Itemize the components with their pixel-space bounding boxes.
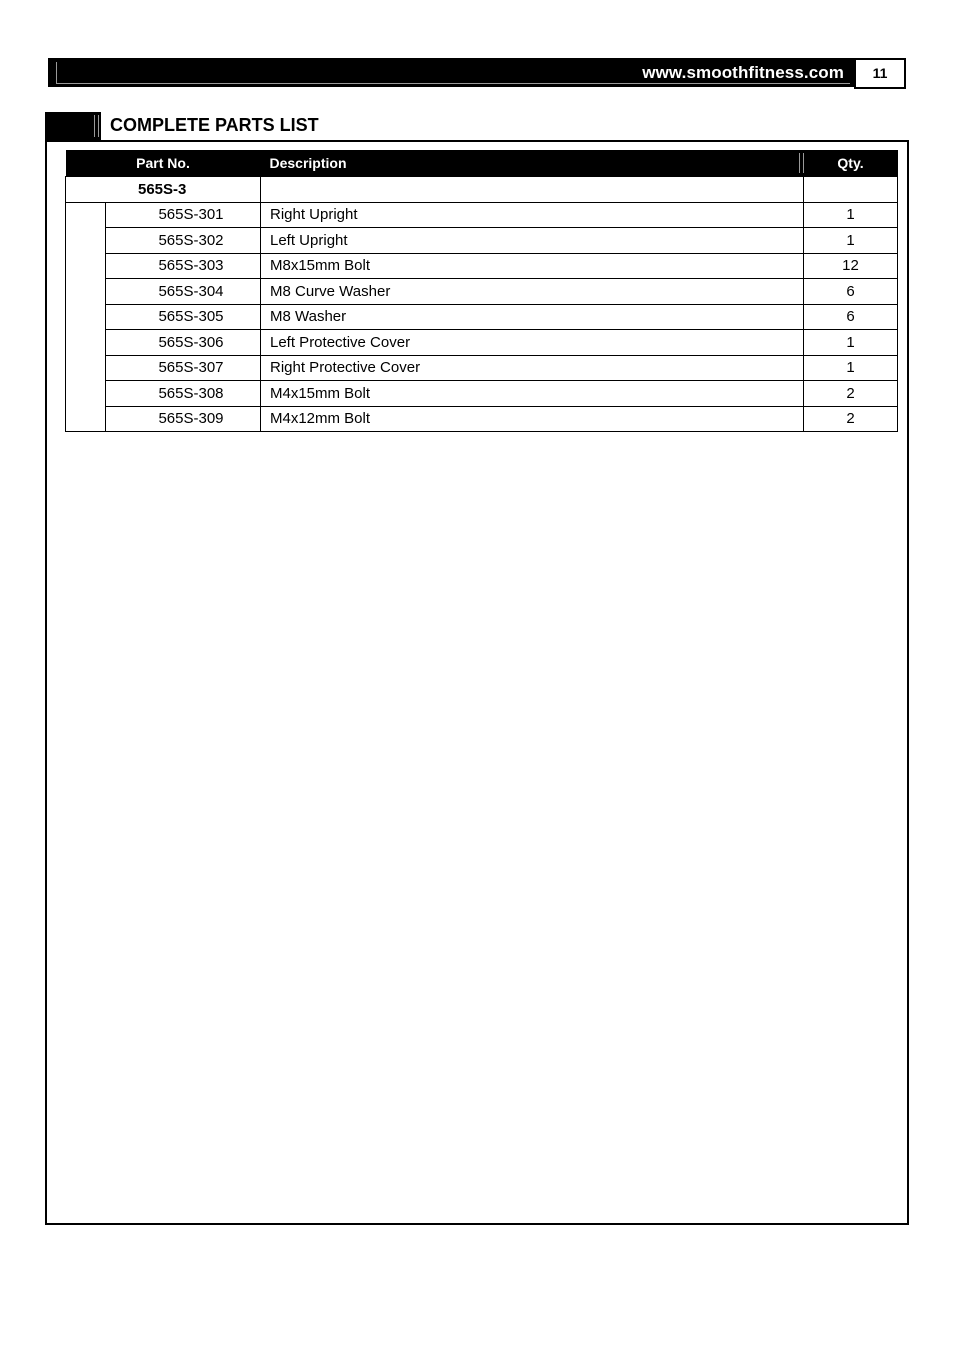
header-separator — [799, 153, 800, 173]
column-header-description-label: Description — [269, 154, 347, 171]
column-header-description — [261, 150, 804, 176]
table-header-row — [66, 150, 898, 176]
part-qty: 2 — [804, 381, 898, 407]
table-row — [66, 202, 898, 228]
part-number: 565S-303 — [106, 253, 261, 279]
column-header-part-no: Part No. — [66, 150, 261, 176]
page-number: 11 — [854, 58, 906, 89]
part-number: 565S-307 — [106, 355, 261, 381]
part-number: 565S-301 — [106, 202, 261, 228]
group-description — [261, 176, 804, 202]
section-tab-rule — [94, 115, 95, 137]
part-qty: 1 — [804, 330, 898, 356]
part-description: M8 Curve Washer — [261, 279, 804, 305]
table-row — [66, 253, 898, 279]
part-description: M4x12mm Bolt — [261, 406, 804, 432]
table-row — [66, 381, 898, 407]
part-qty: 12 — [804, 253, 898, 279]
part-qty: 6 — [804, 279, 898, 305]
part-number: 565S-306 — [106, 330, 261, 356]
group-row — [66, 176, 898, 202]
part-description: M8x15mm Bolt — [261, 253, 804, 279]
table-row — [66, 406, 898, 432]
section-tab-rule — [98, 115, 99, 137]
part-qty: 1 — [804, 228, 898, 254]
table-row — [66, 355, 898, 381]
table-row — [66, 228, 898, 254]
part-number: 565S-309 — [106, 406, 261, 432]
header-separator — [803, 153, 804, 173]
part-qty: 1 — [804, 202, 898, 228]
part-number: 565S-302 — [106, 228, 261, 254]
table-row — [66, 304, 898, 330]
part-description: M4x15mm Bolt — [261, 381, 804, 407]
part-description: Left Upright — [261, 228, 804, 254]
header-bar — [48, 58, 854, 87]
part-number: 565S-308 — [106, 381, 261, 407]
part-qty: 2 — [804, 406, 898, 432]
part-qty: 1 — [804, 355, 898, 381]
part-description: Right Upright — [261, 202, 804, 228]
website-url: www.smoothfitness.com — [642, 63, 844, 82]
part-description: Left Protective Cover — [261, 330, 804, 356]
table-row — [66, 330, 898, 356]
part-description: Right Protective Cover — [261, 355, 804, 381]
part-qty: 6 — [804, 304, 898, 330]
parts-table — [65, 150, 898, 432]
indent-cell — [66, 202, 106, 432]
section-tab-marker — [45, 112, 101, 140]
part-number: 565S-305 — [106, 304, 261, 330]
part-description: M8 Washer — [261, 304, 804, 330]
section-title: COMPLETE PARTS LIST — [110, 115, 319, 135]
group-part-no: 565S-3 — [66, 176, 261, 202]
group-qty — [804, 176, 898, 202]
column-header-qty: Qty. — [804, 150, 898, 176]
table-row — [66, 279, 898, 305]
part-number: 565S-304 — [106, 279, 261, 305]
